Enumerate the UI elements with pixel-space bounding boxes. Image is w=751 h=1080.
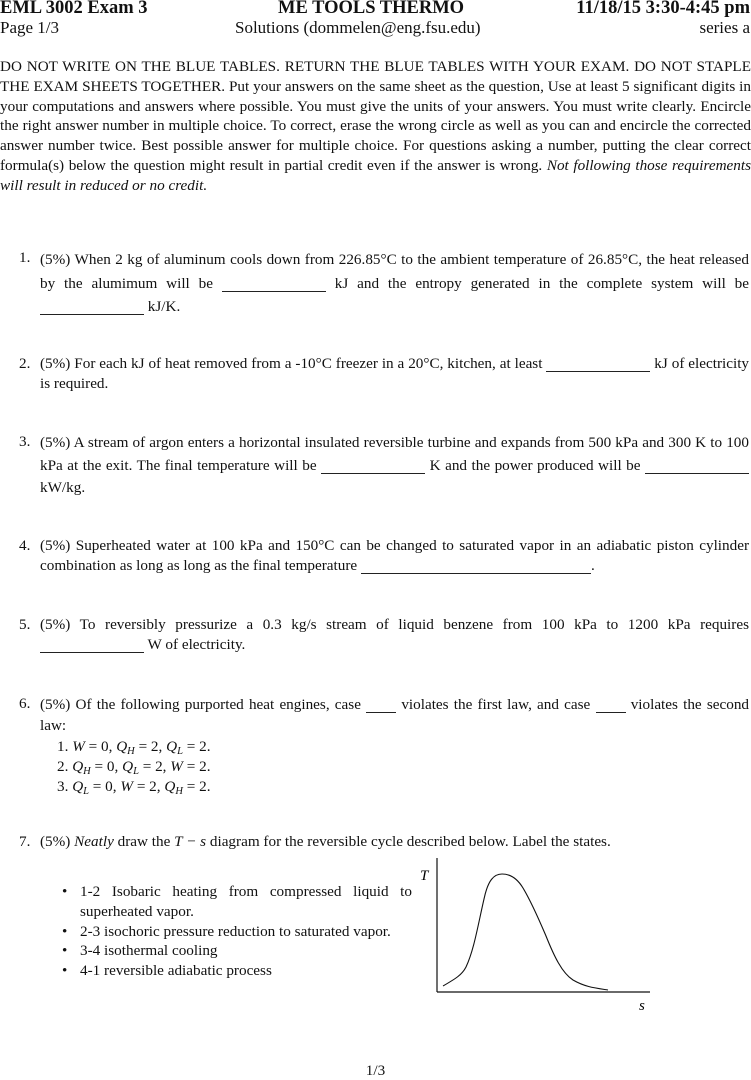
answer-blank-work[interactable] xyxy=(40,651,144,653)
question-text: violates the first law, and case xyxy=(401,696,591,713)
math-expression: T − s xyxy=(174,833,207,850)
question-text: W of electricity. xyxy=(147,635,246,653)
answer-blank-final-temperature[interactable] xyxy=(361,572,591,574)
page-indicator: Page 1/3 xyxy=(0,18,60,37)
question-text: . xyxy=(590,556,595,574)
question-text: (5%) To reversibly pressurize a 0.3 kg/s stream of liquid benzene from 100 kPa to 1200 kPa requires xyxy=(40,616,749,633)
list-item: • 3-4 isothermal cooling xyxy=(62,942,218,960)
question-number: 2. xyxy=(19,355,31,372)
answer-blank-second-law[interactable] xyxy=(596,711,626,713)
question-emphasis: Neatly xyxy=(74,833,114,850)
question-text: (5%) Superheated water at 100 kPa and 150°C can be changed to saturated vapor in an adiabatic piston cylinder combination as long as long as the final temperature xyxy=(40,537,749,574)
question-text: (5%) Of the following purported heat engines, case xyxy=(40,696,361,713)
question-number: 7. xyxy=(19,833,31,850)
question-number: 5. xyxy=(19,616,31,633)
question-text: kJ and the entropy generated in the complete system will be xyxy=(334,274,749,292)
question-text: K and the power produced will be xyxy=(429,456,641,474)
bullet-icon: • xyxy=(62,883,68,900)
answer-blank-power[interactable] xyxy=(645,472,749,474)
case-item: 2. $Q_H = 0$, $Q_L = 2$, W = 2. xyxy=(57,757,211,777)
y-axis-label: T xyxy=(420,868,429,884)
question-text: (5%) xyxy=(40,833,71,850)
answer-blank-temperature[interactable] xyxy=(321,472,425,474)
answer-blank-heat[interactable] xyxy=(222,290,326,292)
question-unit: kJ/K. xyxy=(147,298,181,315)
solutions-contact: Solutions (dommelen@eng.fsu.edu) xyxy=(235,18,481,37)
question-unit: kW/kg. xyxy=(40,479,86,496)
heat-engine-cases xyxy=(57,737,211,796)
answer-blank-electricity[interactable] xyxy=(546,370,650,372)
series-label: series a xyxy=(699,18,750,37)
question-text: draw the xyxy=(117,833,171,850)
list-item: • 1-2 Isobaric heating from compressed liquid to superheated vapor. xyxy=(62,883,412,920)
answer-blank-first-law[interactable] xyxy=(366,711,396,713)
ts-diagram[interactable] xyxy=(410,850,670,1020)
list-item: • 2-3 isochoric pressure reduction to saturated vapor. xyxy=(62,922,391,940)
exam-title: ME TOOLS THERMO xyxy=(278,0,465,18)
question-number: 4. xyxy=(19,537,31,554)
bullet-icon: • xyxy=(62,942,68,960)
bullet-icon: • xyxy=(62,962,68,980)
question-text: diagram for the reversible cycle described below. Label the states. xyxy=(209,833,611,850)
case-item: 1. W = 0, $Q_H = 2$, $Q_L = 2$. xyxy=(57,738,211,757)
x-axis-label: s xyxy=(639,998,645,1014)
course-title: EML 3002 Exam 3 xyxy=(0,0,148,18)
list-item: • 4-1 reversible adiabatic process xyxy=(62,962,272,980)
instructions xyxy=(0,57,751,196)
question-text: (5%) A stream of argon enters a horizontal insulated reversible turbine and expands from 500 kPa and 300 K to 100 kPa at the exit. The final temperature will be xyxy=(40,434,749,474)
cycle-process-list xyxy=(62,882,412,981)
bullet-icon: • xyxy=(62,922,68,940)
question-text: kJ of electricity is required. xyxy=(40,355,750,392)
question-number: 6. xyxy=(19,695,31,712)
answer-blank-entropy[interactable] xyxy=(40,313,144,315)
instructions-text: DO NOT WRITE ON THE BLUE TABLES. RETURN THE BLUE TABLES WITH YOUR EXAM. DO NOT STAPLE THE EXAM SHEETS TOGETHER. Put your answers on the same sheet as the question, Use at least 5 significant digits in your computations and answers where possible. You must give the units of your answers. You must write clearly. Encircle the right answer number in multiple choice. To correct, erase the wrong circle as well as you can and encircle the corrected answer number twice. Best possible answer for multiple choice. For questions asking a number, putting the clear correct formula(s) below the question might result in partial credit even if the answer is wrong. xyxy=(0,58,751,174)
case-item: 3. $Q_L = 0$, W = 2, $Q_H = 2$. xyxy=(57,777,211,797)
question-text: (5%) When 2 kg of aluminum cools down from 226.85°C to the ambient temperature of 26.85°C, the heat released by the alumimum will be xyxy=(40,251,749,292)
question-text: (5%) For each kJ of heat removed from a -10°C freezer in a 20°C, kitchen, at least xyxy=(40,355,543,372)
exam-header xyxy=(0,0,751,40)
question-text: violates the second law: xyxy=(40,696,750,734)
question-number: 1. xyxy=(19,249,31,266)
exam-date-time: 11/18/15 3:30-4:45 pm xyxy=(576,0,750,18)
question-number: 3. xyxy=(19,433,31,450)
saturation-dome-curve xyxy=(443,874,608,990)
page-footer: 1/3 xyxy=(365,1062,386,1079)
instructions-warning: Not following those requirements will result in reduced or no credit. xyxy=(0,156,751,194)
